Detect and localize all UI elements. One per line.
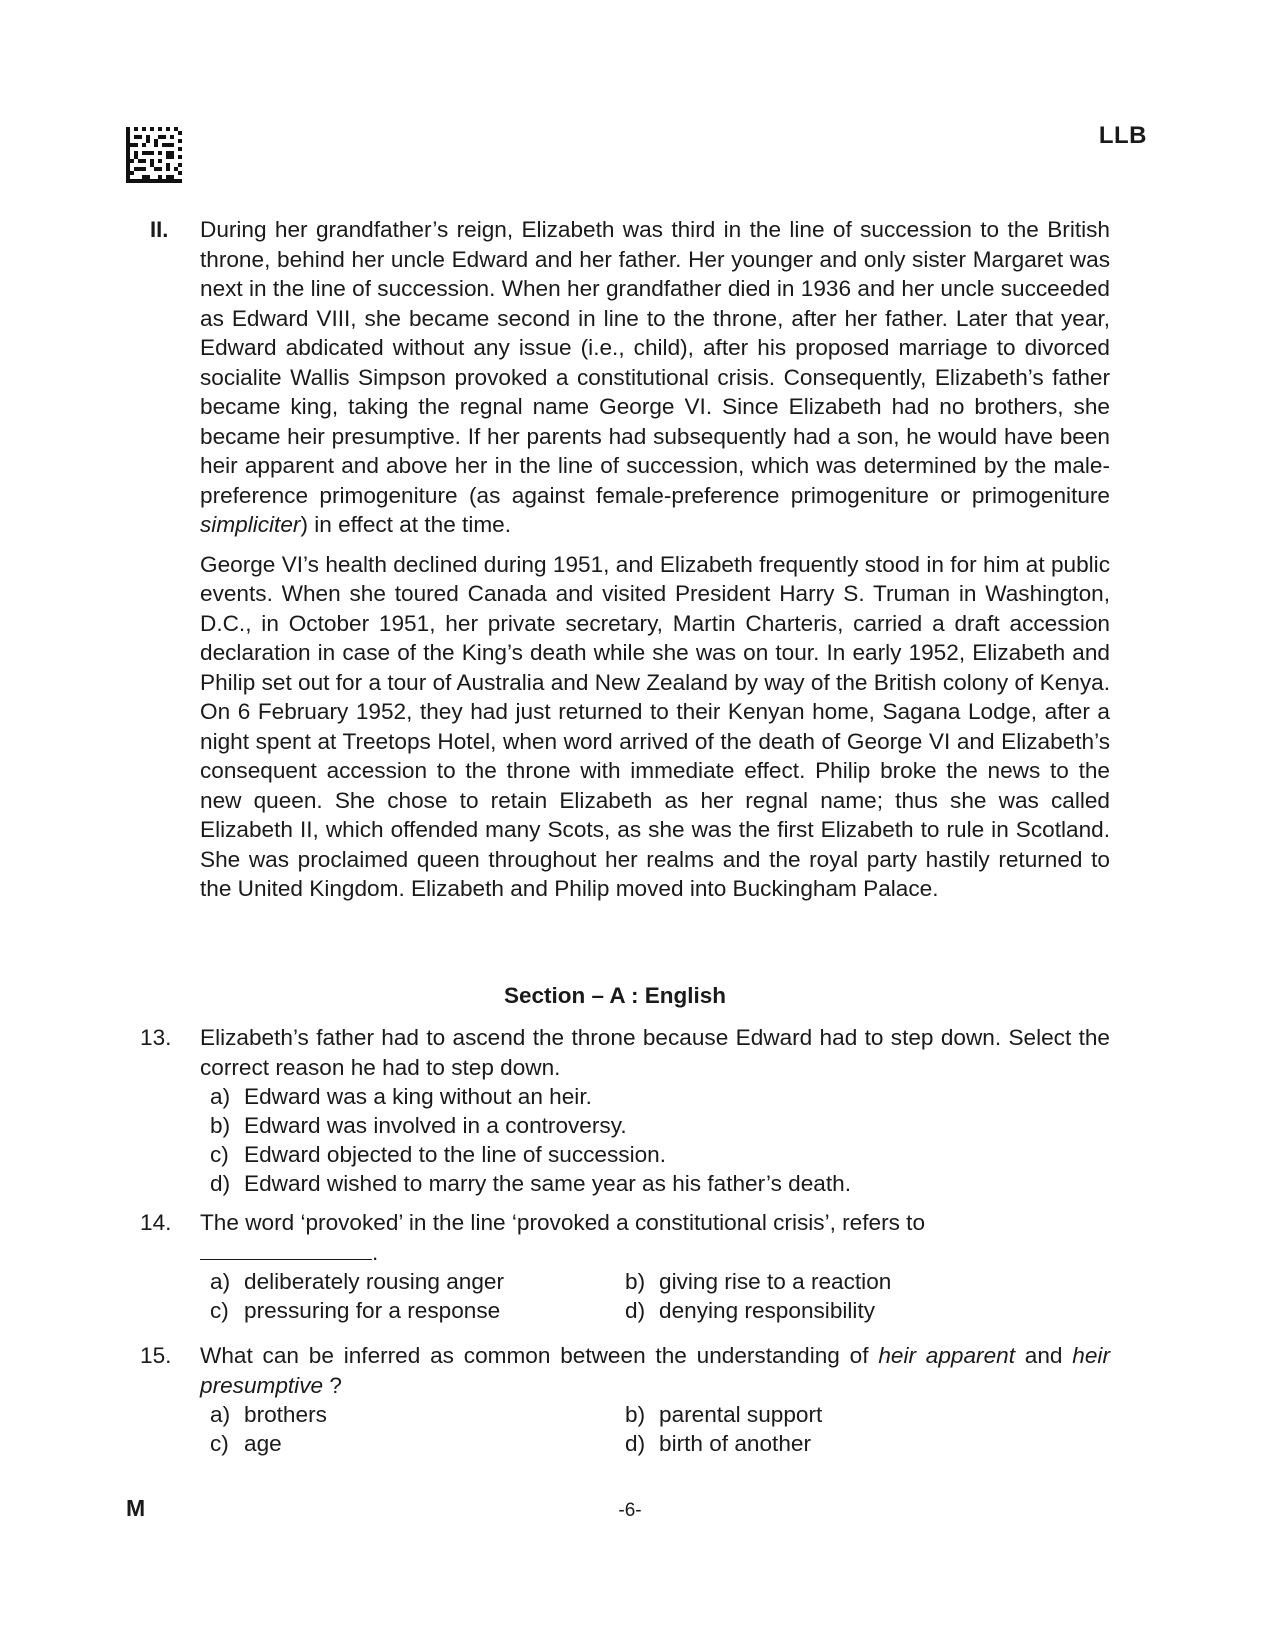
option-c[interactable] xyxy=(210,1140,1110,1169)
passage-number: II. xyxy=(150,217,169,242)
option-text: age xyxy=(244,1431,282,1456)
option-text: giving rise to a reaction xyxy=(659,1269,892,1294)
question-text-part: ? xyxy=(323,1372,342,1398)
option-text: parental support xyxy=(659,1402,823,1427)
question-15 xyxy=(140,1341,1110,1458)
option-d[interactable] xyxy=(625,1429,1040,1458)
option-label: d) xyxy=(625,1431,646,1456)
option-text: brothers xyxy=(244,1402,327,1427)
option-label: a) xyxy=(210,1084,231,1109)
option-label: d) xyxy=(210,1171,231,1196)
option-text: Edward was involved in a controversy. xyxy=(244,1113,627,1138)
option-d[interactable] xyxy=(625,1296,1040,1325)
option-label: c) xyxy=(210,1298,229,1323)
option-c[interactable] xyxy=(210,1429,625,1458)
question-number: 13. xyxy=(140,1025,172,1050)
option-label: d) xyxy=(625,1298,646,1323)
question-13 xyxy=(140,1023,1110,1198)
question-14 xyxy=(140,1208,1110,1325)
section-title: Section – A : English xyxy=(503,983,727,1008)
italic-term: heir apparent xyxy=(878,1343,1015,1368)
question-text-part: and xyxy=(1014,1343,1073,1368)
options-list xyxy=(210,1082,1110,1198)
option-b[interactable] xyxy=(625,1267,1040,1296)
option-a[interactable] xyxy=(210,1082,1110,1111)
option-c[interactable] xyxy=(210,1296,625,1325)
option-text: denying responsibility xyxy=(659,1298,876,1323)
question-number: 15. xyxy=(140,1343,172,1368)
option-text: Edward wished to marry the same year as his father’s death. xyxy=(244,1171,851,1196)
question-text-part: What can be inferred as common between the understanding of xyxy=(200,1343,879,1368)
option-label: b) xyxy=(210,1113,231,1138)
option-text: deliberately rousing anger xyxy=(244,1269,504,1294)
qr-code xyxy=(126,126,182,184)
option-label: b) xyxy=(625,1402,646,1427)
option-label: c) xyxy=(210,1431,229,1456)
option-text: birth of another xyxy=(659,1431,811,1456)
option-a[interactable] xyxy=(210,1267,625,1296)
question-text xyxy=(200,1341,1110,1400)
option-text: pressuring for a response xyxy=(244,1298,501,1323)
question-text-end: . xyxy=(372,1239,379,1265)
paragraph-text: During her grandfather’s reign, Elizabeth was third in the line of succession to the British throne, behind her uncle Edward and her father. Her younger and only sister Margaret was next in the line of succession. When her grandfather died in 1936 and her uncle succeeded as Edward VIII, she became second in line to the throne, after her father. Later that year, Edward abdicated without any issue (i.e., child), after his proposed marriage to divorced socialite Wallis Simpson provoked a constitutional crisis. Consequently, Elizabeth’s father became king, taking the regnal name George VI. Since Elizabeth had no brothers, she became heir presumptive. If her parents had subsequently had a son, he would have been heir apparent and above her in the line of succession, which was determined by the male-preference primogeniture (as against female-preference primogeniture or primogeniture xyxy=(200,217,1110,508)
option-a[interactable] xyxy=(210,1400,625,1429)
option-d[interactable] xyxy=(210,1169,1110,1198)
italic-term: simpliciter xyxy=(200,512,301,537)
exam-code: LLB xyxy=(1098,122,1147,149)
question-number: 14. xyxy=(140,1210,172,1235)
option-label: a) xyxy=(210,1402,231,1427)
passage-paragraph-2: George VI’s health declined during 1951, and Elizabeth frequently stood in for him at public events. When she toured Canada and visited President Harry S. Truman in Washington, D.C., in October 1951, her private secretary, Martin Charteris, carried a draft accession declaration in case of the King’s death while she was on tour. In early 1952, Elizabeth and Philip set out for a tour of Australia and New Zealand by way of the British colony of Kenya. On 6 February 1952, they had just returned to their Kenyan home, Sagana Lodge, after a night spent at Treetops Hotel, when word arrived of the death of George VI and Elizabeth’s consequent accession to the throne with immediate effect. Philip broke the news to the new queen. She chose to retain Elizabeth as her regnal name; thus she was called Elizabeth II, which offended many Scots, as she was the first Elizabeth to rule in Scotland. She was proclaimed queen throughout her realms and the royal party hastily returned to the United Kingdom. Elizabeth and Philip moved into Buckingham Palace. xyxy=(200,551,1110,901)
options-grid xyxy=(210,1400,1110,1458)
question-text: Elizabeth’s father had to ascend the throne because Edward had to step down. Select the correct reason he had to step down. xyxy=(200,1025,1110,1080)
passage xyxy=(150,215,1110,904)
options-grid xyxy=(210,1267,1110,1325)
question-text xyxy=(200,1208,1110,1267)
option-b[interactable] xyxy=(210,1111,1110,1140)
set-code: M xyxy=(126,1495,146,1521)
passage-paragraph-1 xyxy=(200,215,1110,540)
paragraph-text: ) in effect at the time. xyxy=(300,512,511,537)
page-number: -6- xyxy=(618,1500,642,1521)
option-text: Edward objected to the line of succession. xyxy=(244,1142,667,1167)
option-label: a) xyxy=(210,1269,231,1294)
italic-term: heir presumptive xyxy=(200,1343,1110,1398)
answer-blank xyxy=(200,1239,372,1260)
question-text-main: The word ‘provoked’ in the line ‘provoked a constitutional crisis’, refers to xyxy=(200,1210,926,1235)
option-label: c) xyxy=(210,1142,229,1167)
option-text: Edward was a king without an heir. xyxy=(244,1084,592,1109)
option-label: b) xyxy=(625,1269,646,1294)
option-b[interactable] xyxy=(625,1400,1040,1429)
